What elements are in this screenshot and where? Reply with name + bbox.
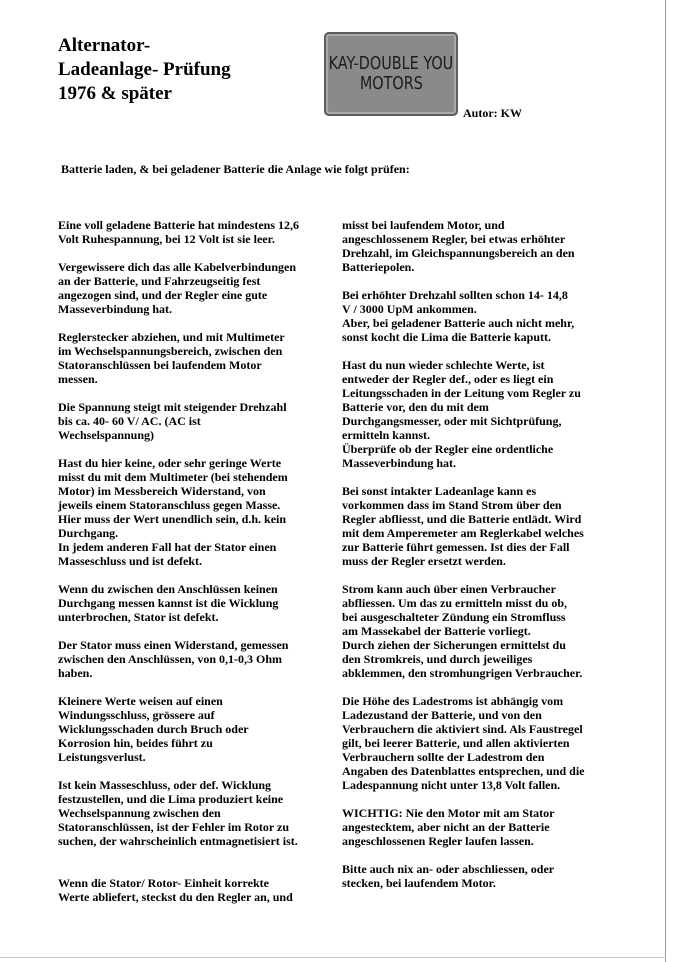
- paragraph: Die Spannung steigt mit steigender Drehzahl bis ca. 40- 60 V/ AC. (AC ist Wechselspannung): [58, 400, 287, 442]
- paragraph: Bei sonst intakter Ladeanlage kann es vorkommen dass im Stand Strom über den Regler abfliesst, und die Batterie entlädt. Wird mit dem Amperemeter am Reglerkabel welches zur Batterie führt gemessen. Ist dies der Fall muss der Regler ersetzt werden.: [342, 484, 584, 568]
- paragraph: misst bei laufendem Motor, und angeschlossenem Regler, bei etwas erhöhter Drehzahl, im Gleichspannungsbereich an den Batteriepolen.: [342, 218, 575, 274]
- kay-double-you-motors-logo: [324, 32, 458, 116]
- page-edge-right: [665, 0, 666, 962]
- paragraph: Hast du hier keine, oder sehr geringe Werte misst du mit dem Multimeter (bei stehendem Motor) im Messbereich Widerstand, von jeweils einem Statoranschluss gegen Masse. Hier muss der Wert unendlich sein, d.h. kein Durchgang. In jedem anderen Fall hat der Stator einen Masseschluss und ist defekt.: [58, 456, 288, 568]
- document-title: [58, 34, 231, 106]
- paragraph: Hast du nun wieder schlechte Werte, ist entweder der Regler def., oder es liegt ein Leitungsschaden in der Leitung vom Regler zu Batterie vor, den du mit dem Durchgangsmesser, oder mit Sichtprüfung, ermitteln kannst. Überprüfe ob der Regler eine ordentliche Masseverbindung hat.: [342, 358, 581, 470]
- author-label: Autor: KW: [463, 106, 522, 120]
- right-column: [342, 218, 598, 904]
- paragraph: Kleinere Werte weisen auf einen Windungsschluss, grössere auf Wicklungsschaden durch Bruch oder Korrosion hin, beides führt zu Leistungsverlust.: [58, 694, 249, 764]
- paragraph: WICHTIG: Nie den Motor mit am Stator angestecktem, aber nicht an der Batterie angeschlossenen Regler laufen lassen.: [342, 806, 555, 848]
- title-line: Ladeanlage- Prüfung: [58, 59, 231, 80]
- paragraph: Eine voll geladene Batterie hat mindestens 12,6 Volt Ruhespannung, bei 12 Volt ist sie leer.: [58, 218, 299, 246]
- title-line: 1976 & später: [58, 83, 172, 104]
- paragraph: Bitte auch nix an- oder abschliessen, oder stecken, bei laufendem Motor.: [342, 862, 555, 890]
- paragraph: Wenn die Stator/ Rotor- Einheit korrekte Werte abliefert, steckst du den Regler an, und: [58, 876, 293, 904]
- paragraph: Bei erhöhter Drehzahl sollten schon 14- 14,8 V / 3000 UpM ankommen. Aber, bei geladener Batterie auch nicht mehr, sonst kocht die Lima die Batterie kaputt.: [342, 288, 575, 344]
- paragraph: Reglerstecker abziehen, und mit Multimeter im Wechselspannungsbereich, zwischen den Statoranschlüssen bei laufendem Motor messen.: [58, 330, 285, 386]
- logo-line-2: MOTORS: [359, 73, 423, 94]
- paragraph: Wenn du zwischen den Anschlüssen keinen Durchgang messen kannst ist die Wicklung unterbrochen, Stator ist defekt.: [58, 582, 279, 624]
- left-column: [58, 218, 314, 918]
- page-edge-bottom: [0, 957, 666, 958]
- intro-text: Batterie laden, & bei geladener Batterie die Anlage wie folgt prüfen:: [61, 162, 410, 176]
- paragraph: Die Höhe des Ladestroms ist abhängig vom Ladezustand der Batterie, und von den Verbrauchern die aktiviert sind. Als Faustregel gilt, bei leerer Batterie, und allen aktivierten Verbrauchern sollte der Ladestrom den Angaben des Datenblattes entsprechen, und die Ladespannung nicht unter 13,8 Volt fallen.: [342, 694, 585, 792]
- title-line: Alternator-: [58, 35, 151, 56]
- paragraph: Ist kein Masseschluss, oder def. Wicklung festzustellen, und die Lima produziert keine Wechselspannung zwischen den Statoranschlüssen, ist der Fehler im Rotor zu suchen, der wahrscheinlich entmagnetisiert ist.: [58, 778, 298, 848]
- paragraph: Strom kann auch über einen Verbraucher abfliessen. Um das zu ermitteln misst du ob, bei ausgeschalteter Zündung ein Stromfluss am Massekabel der Batterie vorliegt. Durch ziehen der Sicherungen ermittelst du den Stromkreis, und durch jeweiliges abklemmen, den stromhungrigen Verbraucher.: [342, 582, 583, 680]
- paragraph: Vergewissere dich das alle Kabelverbindungen an der Batterie, und Fahrzeugseitig fest angezogen sind, und der Regler eine gute Masseverbindung hat.: [58, 260, 297, 316]
- paragraph: Der Stator muss einen Widerstand, gemessen zwischen den Anschlüssen, von 0,1-0,3 Ohm haben.: [58, 638, 289, 680]
- logo-line-1: KAY-DOUBLE YOU: [328, 53, 454, 74]
